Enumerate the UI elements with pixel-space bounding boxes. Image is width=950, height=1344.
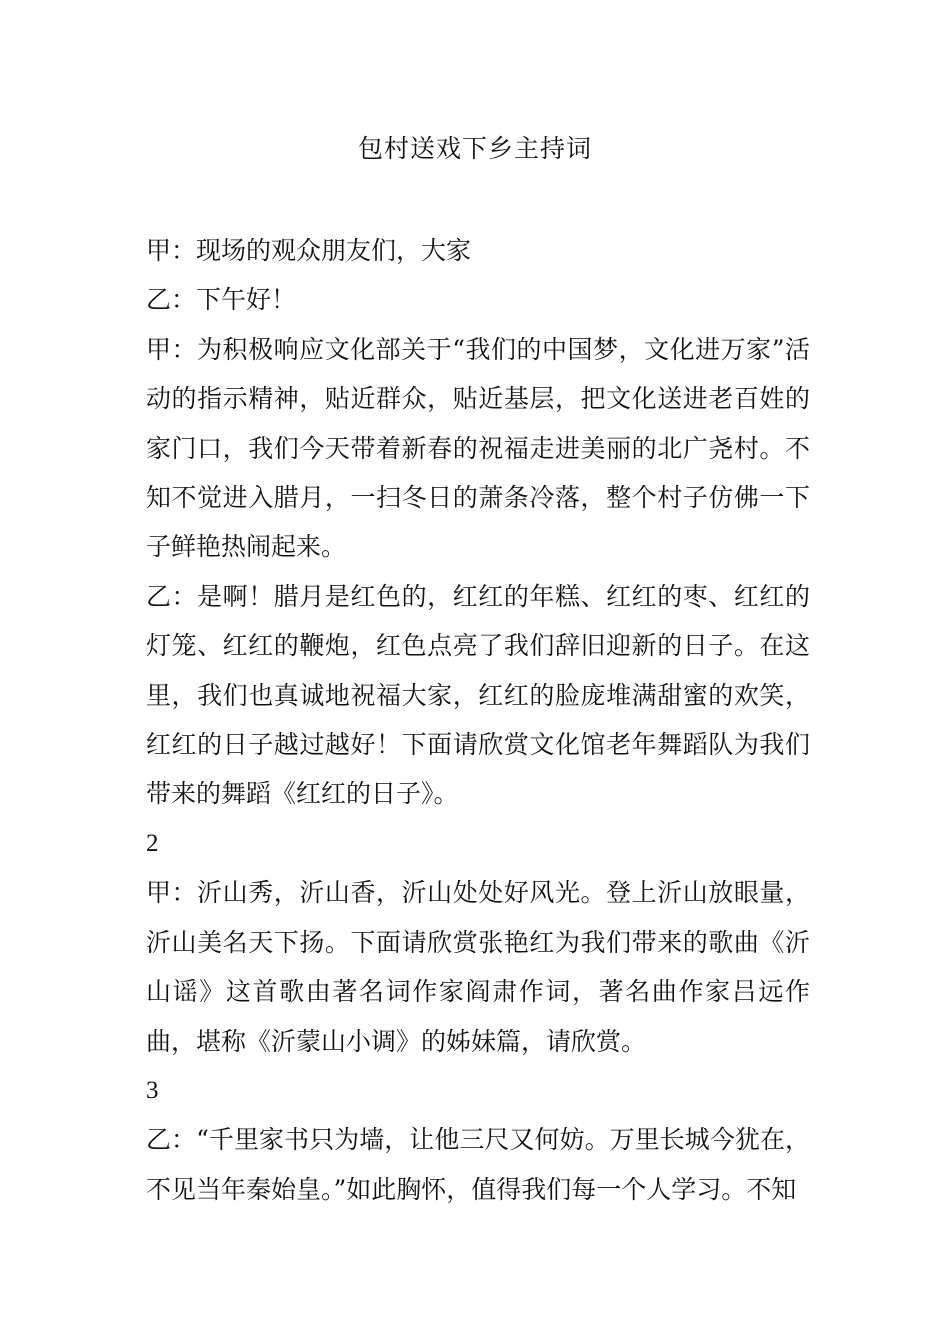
paragraph-poem-yi: 乙：“千里家书只为墙，让他三尺又何妨。万里长城今犹在，不见当年秦始皇。”如此胸怀，值得我们每一个人学习。不知: [146, 1125, 810, 1204]
paragraph-greeting-yi: 乙：下午好！: [146, 285, 297, 315]
paragraph-greeting-jia: 甲：现场的观众朋友们，大家: [146, 236, 472, 265]
document-title: 包村送戏下乡主持词: [357, 134, 592, 163]
paragraph-intro-song: 甲：沂山秀，沂山香，沂山处处好风光。登上沂山放眼量，沂山美名天下扬。下面请欣赏张艳红为我们带来的歌曲《沂山谣》这首歌由著名词作家阎肃作词，著名曲作家吕远作曲，堪称《沂蒙山小调》的姊妹篇，请欣赏。: [146, 878, 810, 1056]
paragraph-opening-jia: 甲：为积极响应文化部关于“我们的中国梦，文化进万家”活动的指示精神，贴近群众，贴近基层，把文化送进老百姓的家门口，我们今天带着新春的祝福走进美丽的北广尧村。不知不觉进入腊月，一扫冬日的萧条冷落，整个村子仿佛一下子鲜艳热闹起来。: [146, 334, 810, 562]
section-number: 2: [146, 829, 159, 857]
section-number: 3: [146, 1076, 159, 1104]
paragraph-intro-dance: 乙：是啊！腊月是红色的，红红的年糕、红红的枣、红红的灯笼、红红的鞭炮，红色点亮了我们辞旧迎新的日子。在这里，我们也真诚地祝福大家，红红的脸庞堆满甜蜜的欢笑，红红的日子越过越好！下面请欣赏文化馆老年舞蹈队为我们带来的舞蹈《红红的日子》。: [146, 581, 810, 809]
document-body: [146, 226, 810, 1214]
